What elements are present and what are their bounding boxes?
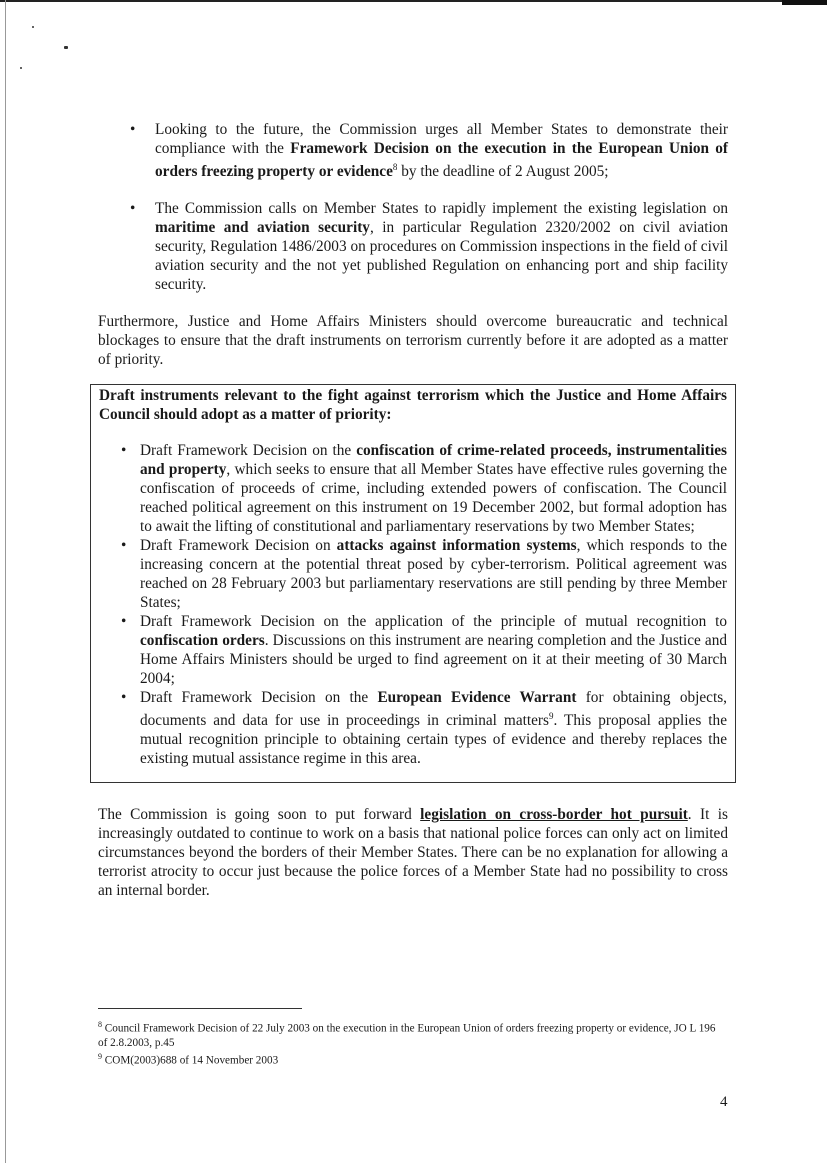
top-scan-rule: [0, 0, 827, 2]
list-item: • Draft Framework Decision on attacks against information systems, which responds to the increasing concern at the potential threat posed by cyber-terrorism. Political agreement was reached on 28 February 2003 but parliamentary reservations are still pending by three Member States;: [99, 536, 727, 612]
footnote: $^9$ COM(2003)688 of 14 November 2003: [98, 1051, 279, 1067]
list-item: • Draft Framework Decision on the confiscation of crime-related proceeds, instrumentalities and property, which seeks to ensure that all Member States have effective rules governing the confiscation of proceeds of crime, including extended powers of confiscation. The Council reached political agreement on this instrument on 19 December 2002, but formal adoption has to await the lifting of constitutional and parliamentary reservations by two Member States;: [99, 441, 727, 536]
list-item: • The Commission calls on Member States to rapidly implement the existing legislation on maritime and aviation security, in particular Regulation 2320/2002 on civil aviation security, Regulation 1486/2003 on procedures on Commission inspections in the field of civil aviation security and the not yet published Regulation on enhancing port and ship facility security.: [98, 199, 728, 294]
footnote-divider: [98, 1008, 302, 1009]
box-list: [99, 441, 727, 768]
list-item: • Looking to the future, the Commission urges all Member States to demonstrate their compliance with the Framework Decision on the execution in the European Union of orders freezing property or evidence$^8$ by the deadline of 2 August 2005;: [98, 120, 728, 181]
top-scan-mark: [782, 0, 827, 5]
top-bullet-list: [98, 120, 728, 294]
page-number: 4: [720, 1094, 728, 1110]
list-item: • Draft Framework Decision on the European Evidence Warrant for obtaining objects, documents and data for use in proceedings in criminal matters$^9$. This proposal applies the mutual recognition principle to obtaining certain types of evidence and thereby replaces the existing mutual assistance regime in this area.: [99, 688, 727, 768]
scan-speck: [32, 26, 34, 28]
box-title: Draft instruments relevant to the fight against terrorism which the Justice and Home Affairs Council should adopt as a matter of priority:: [99, 387, 727, 424]
footnote-ref: 8: [392, 162, 398, 172]
footnote-ref: 9: [548, 711, 554, 722]
left-scan-edge: [5, 0, 6, 1163]
footnote: $^8$ Council Framework Decision of 22 July 2003 on the execution in the European Union of orders freezing property or evidence, JO L 196 of 2.8.2003, p.45: [98, 1020, 716, 1049]
paragraph: The Commission is going soon to put forward legislation on cross-border hot pursuit. It is increasingly outdated to continue to work on a basis that national police forces can only act on limited circumstances beyond the borders of their Member States. There can be no explanation for allowing a terrorist atrocity to occur just because the police forces of a Member State had no possibility to cross an internal border.: [98, 806, 728, 900]
list-item: • Draft Framework Decision on the application of the principle of mutual recognition to confiscation orders. Discussions on this instrument are nearing completion and the Justice and Home Affairs Ministers should be urged to find agreement on it at their meeting of 30 March 2004;: [99, 612, 727, 688]
paragraph: Furthermore, Justice and Home Affairs Ministers should overcome bureaucratic and technical blockages to ensure that the draft instruments on terrorism currently before it are adopted as a matter of priority.: [98, 313, 728, 369]
priority-box: [90, 384, 736, 783]
scan-speck: [64, 46, 68, 49]
scan-speck: [20, 67, 22, 69]
hot-pursuit-link[interactable]: legislation on cross-border hot pursuit: [420, 806, 688, 824]
footnotes: [98, 1018, 718, 1067]
body-content: [98, 120, 728, 900]
